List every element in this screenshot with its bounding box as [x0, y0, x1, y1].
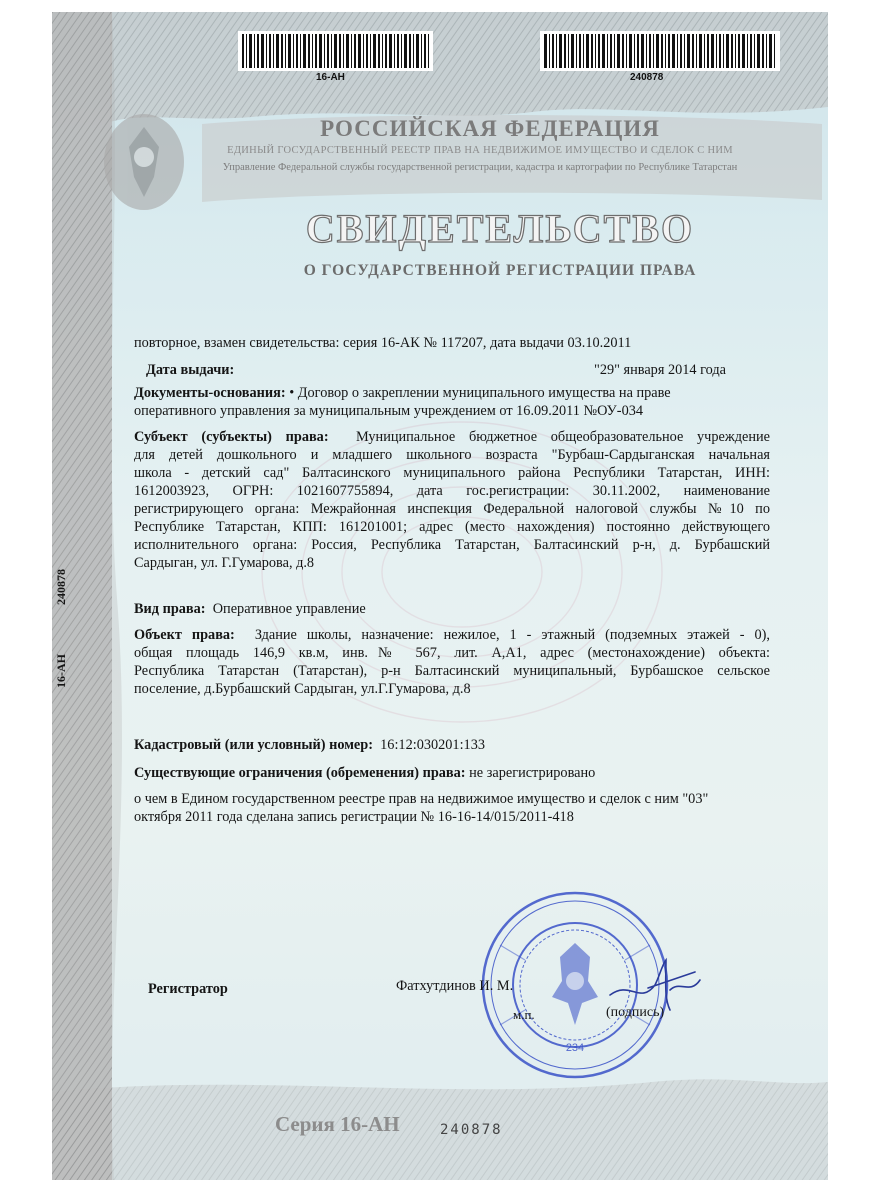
registrar-name: Фатхутдинов И. М. [396, 978, 514, 994]
side-series: 16-АН [54, 654, 68, 688]
header-agency: Управление Федеральной службы государственной регистрации, кадастра и картографии по Республике Татарстан [222, 162, 738, 173]
issue-date-label: Дата выдачи: [146, 362, 235, 378]
seal-label: м.п. [513, 1007, 535, 1022]
subject-line: 1612003923, ОГРН: 1021607755894, дата гос.регистрации: 30.11.2002, наименование [134, 483, 770, 499]
signature-label: (подпись) [606, 1005, 665, 1020]
record-line: о чем в Едином государственном реестре прав на недвижимое имущество и сделок с ним "03" [134, 791, 709, 807]
header-title: РОССИЙСКАЯ ФЕДЕРАЦИЯ [320, 116, 660, 141]
footer-number: 240878 [440, 1122, 503, 1138]
subject-label: Субъект (субъекты) права: [134, 429, 329, 445]
cadastral-number: 16:12:030201:133 [380, 737, 486, 753]
encumbrance-section [134, 764, 595, 782]
subject-line: Республике Татарстан, КПП: 161201001; адрес (место нахождения) постоянно действующего [134, 519, 770, 535]
basis-text: • Договор о закреплении муниципального имущества на праве [289, 385, 671, 401]
right-type-label: Вид права: [134, 601, 206, 617]
right-type: Оперативное управление [212, 601, 366, 617]
seal-number: 234 [565, 1042, 585, 1054]
barcode-right-label: 240878 [630, 72, 664, 83]
subject-line: Муниципальное бюджетное общеобразовательное учреждение [356, 429, 770, 445]
object-line: Здание школы, назначение: нежилое, 1 - этажный (подземных этажей - 0), [254, 627, 770, 643]
object-line: Республика Татарстан (Татарстан), р-н Балтасинский муниципальный, Бурбашское сельское [134, 663, 770, 679]
signature-mark [600, 950, 710, 1020]
subject-section [134, 428, 770, 572]
barcode-right [540, 31, 780, 71]
object-label: Объект права: [134, 627, 235, 643]
barcode-left-label: 16-АН [316, 72, 345, 83]
certificate-word: СВИДЕТЕЛЬСТВО [305, 206, 695, 251]
object-line: общая площадь 146,9 кв.м, инв.№ 567, лит. А,А1, адрес (местонахождение) объекта: [134, 645, 770, 661]
encumbrance-label: Существующие ограничения (обременения) права: [134, 765, 466, 781]
right-type-section [134, 600, 366, 618]
cadastral-section [134, 736, 485, 754]
encumbrance-value: не зарегистрировано [469, 765, 596, 781]
registrar-label: Регистратор [148, 981, 228, 997]
subject-line: регистрирующего органа: Межрайонная инспекция Федеральной налоговой службы №10 по [134, 501, 770, 517]
repeat-note: повторное, взамен свидетельства: серия 16-АК № 117207, дата выдачи 03.10.2011 [134, 335, 632, 351]
header-registry-name: ЕДИНЫЙ ГОСУДАРСТВЕННЫЙ РЕЕСТР ПРАВ НА НЕДВИЖИМОЕ ИМУЩЕСТВО И СДЕЛОК С НИМ [227, 145, 733, 156]
guilloche-pattern [52, 12, 828, 1180]
side-number: 240878 [54, 569, 68, 605]
subject-line: школа - детский сад" Балтасинского муниципального района Республики Татарстан, ИНН: [134, 465, 770, 481]
certificate-subtitle: О ГОСУДАРСТВЕННОЙ РЕГИСТРАЦИИ ПРАВА [303, 262, 697, 279]
record-line: октября 2011 года сделана запись регистрации № 16-16-14/015/2011-418 [134, 809, 574, 825]
footer-series: Серия 16-АН [275, 1112, 400, 1136]
basis-text-2: оперативного управления за муниципальным учреждением от 16.09.2011 №ОУ-034 [134, 403, 644, 419]
object-line: поселение, д.Бурбашский Сардыган, ул.Г.Гумарова, д.8 [134, 681, 471, 697]
record-section [134, 790, 774, 826]
basis-label: Документы-основания: [134, 385, 286, 401]
certificate-sheet [52, 12, 828, 1180]
subject-line: Сардыган, ул. Г.Гумарова, д.8 [134, 555, 315, 571]
subject-line: для детей дошкольного и младшего школьного возраста "Бурбаш-Сардыганская начальная [134, 447, 770, 463]
barcode-left [238, 31, 433, 71]
subject-line: исполнительного органа: Россия, Республика Татарстан, Балтасинский р-н, д. Бурбашский [134, 537, 770, 553]
cadastral-label: Кадастровый (или условный) номер: [134, 737, 373, 753]
basis-section [134, 384, 774, 420]
object-section [134, 626, 770, 698]
issue-date: "29" января 2014 года [594, 362, 727, 378]
